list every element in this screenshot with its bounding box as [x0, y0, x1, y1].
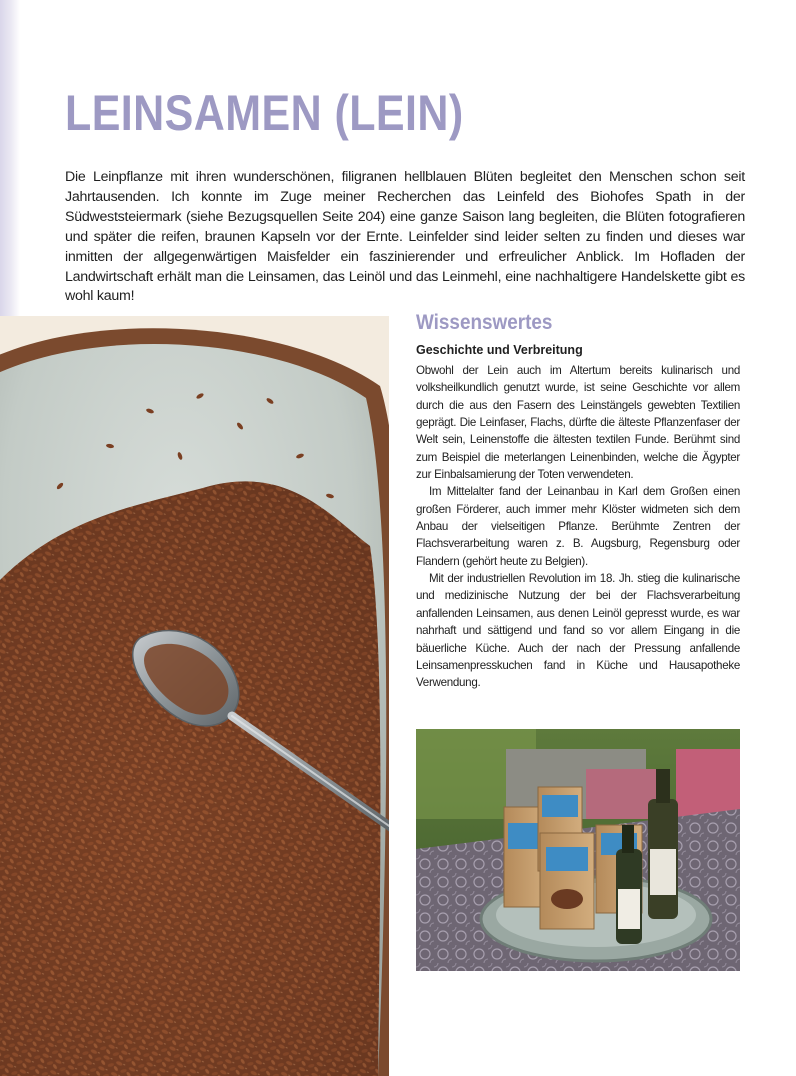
- linseed-bowl-illustration: [0, 316, 389, 1076]
- article-paragraph: Im Mittelalter fand der Leinanbau in Karl dem Großen einen großen Förderer, auch immer mehr Klöster widmeten sich dem Anbau der vielseitigen Pflanze. Berühmte Zentren der Flachsverarbeitung waren z. B. Augsburg, Regensburg oder Flandern (gehört heute zu Belgien).: [416, 485, 740, 568]
- section-heading: Wissenswertes: [416, 311, 553, 334]
- decorative-edge-strip: [0, 0, 20, 318]
- article-body: [416, 362, 740, 692]
- page-title: LEINSAMEN (LEIN): [65, 85, 464, 141]
- subsection-heading: Geschichte und Verbreitung: [416, 343, 583, 357]
- intro-paragraph: Die Leinpflanze mit ihren wunderschönen, filigranen hellblauen Blüten begleitet den Menschen schon seit Jahrtausenden. Ich konnte im Zuge meiner Recherchen das Leinfeld des Biohofes Spath in der Südweststeiermark (siehe Bezugsquellen Seite 204) eine ganze Saison lang begleiten, die Blüten fotografieren und später die reifen, braunen Kapseln vor der Ernte. Leinfelder sind leider selten zu finden und dieses war inmitten der allgegenwärtigen Maisfelder ein faszinierender und erfreulicher Anblick. Im Hofladen der Landwirtschaft erhält man die Leinsamen, das Leinöl und das Leinmehl, eine nachhaltigere Handelskette gibt es wohl kaum!: [65, 169, 745, 305]
- article-paragraph: Obwohl der Lein auch im Altertum bereits kulinarisch und volksheilkundlich genutzt wurde, ist seine Geschichte vor allem durch die aus den Fasern des Leinstängels gewebten Textilien geprägt. Die Leinfaser, Flachs, dürfte die älteste Pflanzenfaser der Welt sein, Leinenstoffe die ältesten textilen Funde. Berühmt sind zum Beispiel die meterlangen Leinenbinden, welche die Ägypter zur Einbalsamierung der Toten verwendeten.: [416, 364, 740, 482]
- article-paragraph: Mit der industriellen Revolution im 18. Jh. stieg die kulinarische und medizinische Nutzung der bei der Flachsverarbeitung anfallenden Leinsamen, aus denen Leinöl gepresst wurde, es war nahrhaft und sättigend und fand so vor allem Eingang in die bäuerliche Küche. Auch der nach der Pressung anfallende Leinsamenpresskuchen fand in Küche und Hausapotheke Verwendung.: [416, 572, 740, 690]
- linseed-bowl-photo: [0, 316, 389, 1076]
- linseed-products-illustration: [416, 729, 740, 971]
- linseed-products-photo: [416, 729, 740, 971]
